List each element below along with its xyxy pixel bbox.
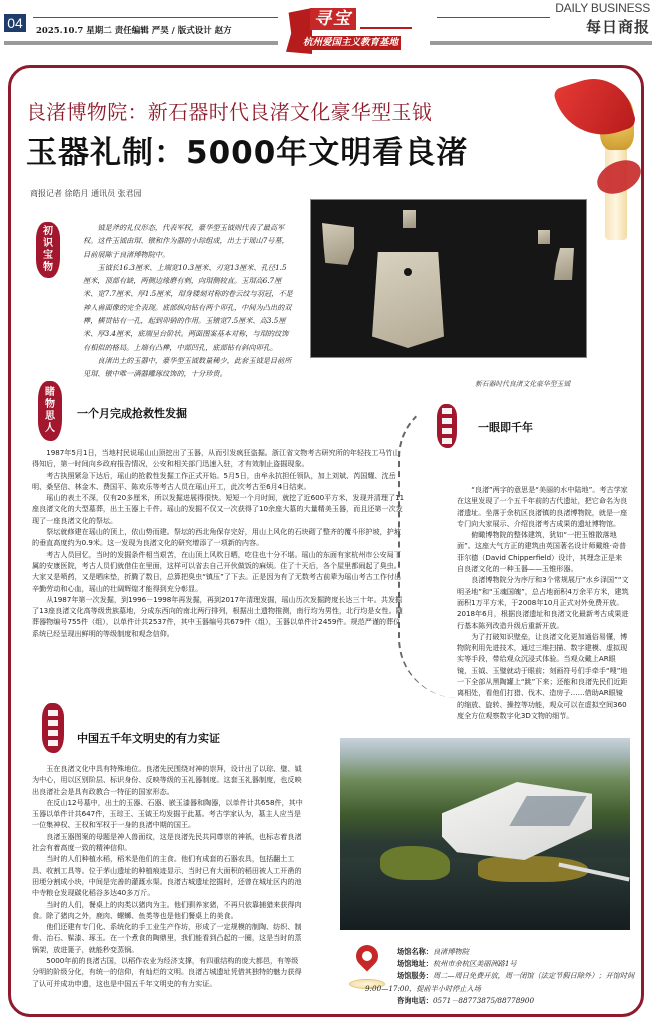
jade-fragment xyxy=(403,210,416,228)
seal-char: 识 xyxy=(43,238,53,249)
paragraph: 祭坛就修建在瑶山的顶上，依山势而建。祭坛的西北角保存完好，用山上风化的石块砌了整齐的覆斗形护坡，护坡的垂直高度约为0.9米。这一发现为良渚文化的研究增添了一项新的内容。 xyxy=(32,527,401,548)
brand xyxy=(492,0,652,40)
venue-value: 良渚博物院 xyxy=(432,947,469,956)
venue-line xyxy=(397,946,637,958)
paragraph: 他们还建有专门化、系统化的手工业生产作坊，形成了一定规模的制陶、纺织、制骨、治石、髹漆、琢玉。在一个煮食的陶鼎里，我们能看到凸起的一圈，这是当时的蒸锅架，放进篦子，就能秒变蒸锅。 xyxy=(32,922,302,954)
seal-section-3 xyxy=(42,703,64,753)
paragraph: 当时的人们种植水稻，稻米是他们的主食。他们有成套的石器农具，包括翻土工具、收割工具等。位于茅山遗址的种植痕迹显示，当时已有大面积的稻田被人工开凿的田埂分割成小块，中间是完善的灌溉水渠。良渚古城遗址挖掘时，还曾在城址区内的池中寺粮仓发现碳化稻谷多达40多万斤。 xyxy=(32,854,302,898)
seal-char: 睹 xyxy=(45,387,55,398)
seal-section-1 xyxy=(38,381,62,441)
seal-section-2 xyxy=(437,404,457,448)
logo-subtitle: 杭州爱国主义教育基地 xyxy=(300,36,401,50)
venue-line xyxy=(397,995,637,1007)
seal-char: 物 xyxy=(45,399,55,410)
page-number-badge: 04 xyxy=(4,14,26,32)
venue-line xyxy=(397,958,637,970)
venue-value: 周二—周日免费开放，周一闭馆（法定节假日除外）；开馆时间9:00—17:00，提前半小时停止入场 xyxy=(365,971,635,993)
section-1-text xyxy=(32,447,406,639)
logo-underline xyxy=(360,27,412,29)
brand-english: DAILY BUSINESS xyxy=(555,1,650,15)
jade-hole xyxy=(404,268,412,276)
seal-char: 物 xyxy=(43,262,53,273)
seal-char: 思 xyxy=(45,411,55,422)
paragraph: 钺是斧的礼仪形态，代表军权，豪华型玉钺则代表了最高军权。这件玉钺由瑁、镦和作为器的小琮组成，出土于瑶山7号墓，目前展陈于良渚博物院中。 xyxy=(83,223,289,259)
jade-yue-photo xyxy=(310,199,587,358)
paragraph: 瑶山的表土不深，仅有20多厘米，所以发掘进展得很快。短短一个月时间，就挖了近600平方米，发现并清理了11座良渚文化的大型墓葬，出土玉器上千件。瑶山的发掘不仅又一次获得了10余座大墓的大量精美玉器，而且还第一次发现了一座良渚文化的祭坛。 xyxy=(32,493,405,525)
paragraph: 俯瞰博物院的整体建筑，犹如“一把玉锥散落地面”。这座大气方正的建筑由英国著名设计师戴维·奇普菲尔德（David Chipperfield）设计，其理念正是来自良渚文化的一种玉器——玉锥形器。 xyxy=(457,530,627,574)
section-3-text xyxy=(32,763,304,989)
logo-title: 寻宝 xyxy=(310,8,356,30)
section-title: 一眼即千年 xyxy=(478,421,533,434)
article-subhead: 良渚博物院：新石器时代良渚文化豪华型玉钺 xyxy=(26,100,432,124)
masthead-bar xyxy=(4,41,278,45)
byline: 商报记者 徐皓月 通讯员 张君园 xyxy=(30,189,142,198)
brand-chinese: 每日商报 xyxy=(585,18,650,36)
jade-fragment xyxy=(322,223,354,265)
seal-char: 人 xyxy=(45,423,55,434)
paragraph: 良渚玉器图案的母题是神人兽面纹，这是良渚先民共同尊崇的神祇，也标志着良渚社会有着高度一致的精神信仰。 xyxy=(32,831,302,853)
photo-caption: 新石器时代良渚文化豪华型玉钺 xyxy=(475,380,571,388)
venue-value: 0571－88773875/88778900 xyxy=(432,995,535,1005)
museum-aerial-photo xyxy=(340,738,630,930)
venue-label: 场馆地址： xyxy=(397,959,433,969)
masthead-bar-right xyxy=(430,41,652,45)
paragraph: 当时的人们，餐桌上的肉类以猪肉为主。他们驯养家猪，不再只依靠捕猎来获得肉食。除了猪肉之外，鹿肉、螺蛳、鱼类等也是他们餐桌上的美食。 xyxy=(32,899,302,920)
paragraph: 良渚出土的玉器中，豪华型玉钺数量稀少，此套玉钺是目前所见瑁、镦中唯一满器雕琢纹饰的，十分珍贵。 xyxy=(83,355,292,379)
paragraph: 5000年前的良渚古国，以稻作农业为经济支撑，有四重结构的庞大都邑，有等级分明的阶级分化，有统一的信仰，有灿烂的文明。良渚古城遗址凭借其独特的魅力获得了认可并成功申遗，这也是中国五千年文明史的有力实证。 xyxy=(32,956,302,988)
section-title: 中国五千年文明史的有力实证 xyxy=(77,732,220,745)
island xyxy=(380,846,450,880)
paragraph: 在反山12号墓中，出土的玉器、石器、嵌玉漆器和陶器，以单件计共658件，其中玉器以单件计共647件，玉琮王、玉钺王均发掘于此墓。考古学家认为，墓主人应当是一位集神权、王权和军权于一身的良渚中期的国王。 xyxy=(32,797,303,830)
venue-line xyxy=(365,970,637,994)
paragraph: 为了打破知识壁垒，让良渚文化更加通俗易懂，博物院利用先进技术，通过三维扫描、数字建模、虚拟现实等手段，带给观众沉浸式体验。当观众戴上AR眼镜，玉钺、玉璧就动于眼前；刻画符号们手牵手“嗖”地一下全部从黑陶罐上“跳”下来；还能和良渚先民们近距离相处，看他们打猎、伐木、造房子……借助AR眼镜的缩放、旋转、操控等功能，观众可以在虚拟空间360度全方位观察数字化3D文物的细节。 xyxy=(457,631,628,720)
venue-info xyxy=(365,946,637,1007)
jade-axe-blade xyxy=(372,252,444,348)
pin-head xyxy=(351,940,382,971)
paragraph: 考古人员回忆，当时的发掘条件相当艰苦，在山顶上风吹日晒，吃住也十分不堪。瑶山的东面有家杭州市公安局下属的安康医院，考古人员们就借住在里面，这样可以省去自己开伙做饭的麻烦。住了十天后，各个屋里都闹起了臭虫。大家又是喷药，又是晒床垫，折腾了数日，总算把臭虫“镇压”了下去。正是因为有了无数考古前辈为瑶山考古工作付出辛勤劳动和心血，瑶山的壮阔辉煌才能得到充分彰显。 xyxy=(32,549,402,593)
article-headline: 玉器礼制：5000年文明看良渚 xyxy=(26,135,469,171)
seal-char: 宝 xyxy=(43,250,53,261)
paragraph: 从1987年第一次发掘，到1996－1998年再发掘，再到2017年清理发掘，瑶山历次发掘跨度长达三十年。共发掘了13座良渚文化高等级贵族墓地，分成东西向的南北两行排列，根据出土遗物推测，南行均为男性，北行均是女性。随葬器物编号755件（组），以单件计共2537件，其中玉器编号共679件（组），玉器以单件计2459件。规范严谨的葬仪系统已经呈现出鲜明的等级制度和观念信仰。 xyxy=(32,594,403,638)
venue-label: 场馆名称： xyxy=(397,947,433,956)
paragraph: 玉钺长16.3厘米、上端宽10.3厘米、刃宽13厘米、孔径1.5厘米，顶部有缺，两侧边缘磨有刺，向瑁侧较直。玉瑁高6.7厘米、宽7.7厘米、厚1.5厘米，瑁身镂刻对称的卷云纹与羽冠，不是神人兽面像的完全表现。底部纵向钻有两个卯孔，中间为凸出的双榫，横贯钻有一孔，起到卯销的作用。玉镦宽7.5厘米、高3.5厘米、厚3.4厘米，底端呈台阶状。两面图案基本对称，与瑁的纹饰有相似的格局。上端有凸榫，中部凹孔，底部钻有斜向卯孔。 xyxy=(83,262,293,352)
paragraph: “良渚”两字的意思是“美丽的水中陆地”。考古学家在这里发现了一个五千年前的古代遗址，把它命名为良渚遗址。坐落于余杭区良渚镇的良渚博物院，就是一座专门向大家展示、介绍良渚考古成果的遗址博物馆。 xyxy=(457,485,628,528)
section-title: 一个月完成抢救性发掘 xyxy=(77,407,187,420)
intro-text xyxy=(83,221,293,381)
masthead-rule xyxy=(33,17,278,18)
paragraph: 玉在良渚文化中具有特殊地位。良渚先民围绕对神的崇拜，设计出了以琮、璧、钺为中心，用以区别阶层、标识身份、反映等级的玉礼器制度。这套玉礼器制度，也反映出良渚社会是具有政教合一特征的国家形态。 xyxy=(32,764,302,796)
seal-char: 初 xyxy=(43,226,53,237)
paragraph: 1987年5月1日，当地村民说瑶山山顶挖出了玉器，从而引发疯狂盗掘。浙江省文物考古研究所的年轻技工马竹山得知后，第一时间向乡政府报告情况，公安和相关部门迅速入驻，才有效制止盗掘现象。 xyxy=(32,448,400,469)
venue-label: 咨询电话： xyxy=(397,995,433,1005)
date-line: 2025.10.7 星期二 责任编辑 严昊 / 版式设计 赵方 xyxy=(36,26,232,36)
jade-fragment xyxy=(538,230,550,244)
seal-intro xyxy=(36,222,60,278)
venue-value: 杭州市余杭区美丽洲路1号 xyxy=(432,959,517,969)
paragraph: 考古执照紧急下达后，瑶山的抢救性发掘工作正式开始。5月5日，由牟永抗担任领队，加上刘斌、芮国耀、沈岳明、桑坚信、林金木、费国平、陈欢乐等考古人员在瑶山开工，此次考古至6月4日结束。 xyxy=(32,470,396,491)
column-logo xyxy=(282,4,432,56)
venue-label: 场馆服务： xyxy=(397,971,433,981)
jade-fragment xyxy=(554,248,574,280)
paragraph: 良渚博物院分为序厅和3个常规展厅“水乡泽国”“文明圣地”和“玉魂国魄”，总占地面积4万余平方米，建筑面积1万平方米，于2008年10月正式对外免费开放。2018年6月，根据良渚遗址和良渚文化最新考古成果进行基本陈列改造升级后重新开放。 xyxy=(457,575,629,630)
section-2-text xyxy=(457,484,629,721)
